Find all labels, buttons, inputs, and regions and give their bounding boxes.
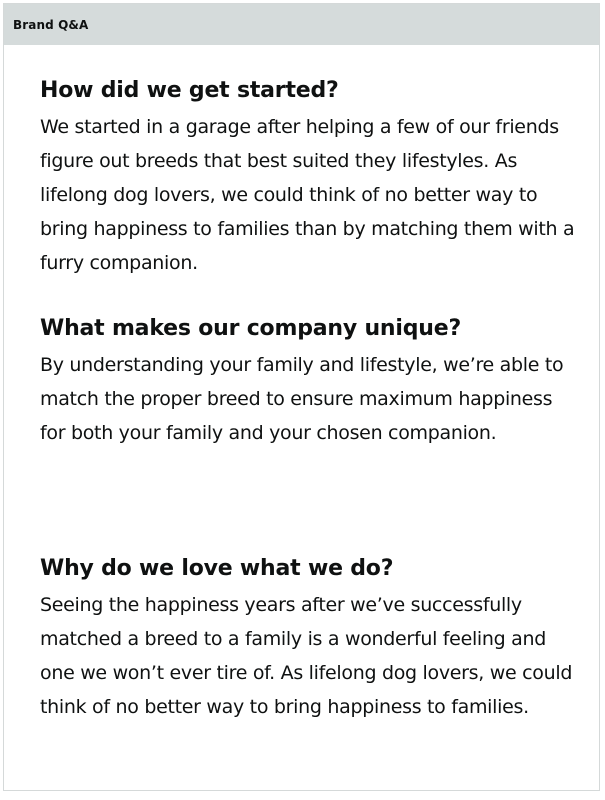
qa-answer: By understanding your family and lifestyle, we’re able to match the proper breed to ensure maximum happiness for both your family and your chosen companion. [40,354,564,444]
qa-item-company-unique [40,314,580,450]
panel-header [4,4,599,45]
qa-answer: Seeing the happiness years after we’ve successfully matched a breed to a family is a wonderful feeling and one we won’t ever tire of. As lifelong dog lovers, we could think of no better way to bring happiness to families. [40,594,573,718]
qa-item-how-started [40,76,580,280]
qa-answer: We started in a garage after helping a few of our friends figure out breeds that best suited they lifestyles. As lifelong dog lovers, we could think of no better way to bring happiness to families than by matching them with a furry companion. [40,116,575,274]
qa-item-why-love [40,554,580,724]
qa-question: How did we get started? [40,78,339,103]
qa-question: What makes our company unique? [40,316,462,341]
qa-question: Why do we love what we do? [40,556,394,581]
brand-qa-panel [3,3,600,791]
panel-title: Brand Q&A [13,17,89,32]
